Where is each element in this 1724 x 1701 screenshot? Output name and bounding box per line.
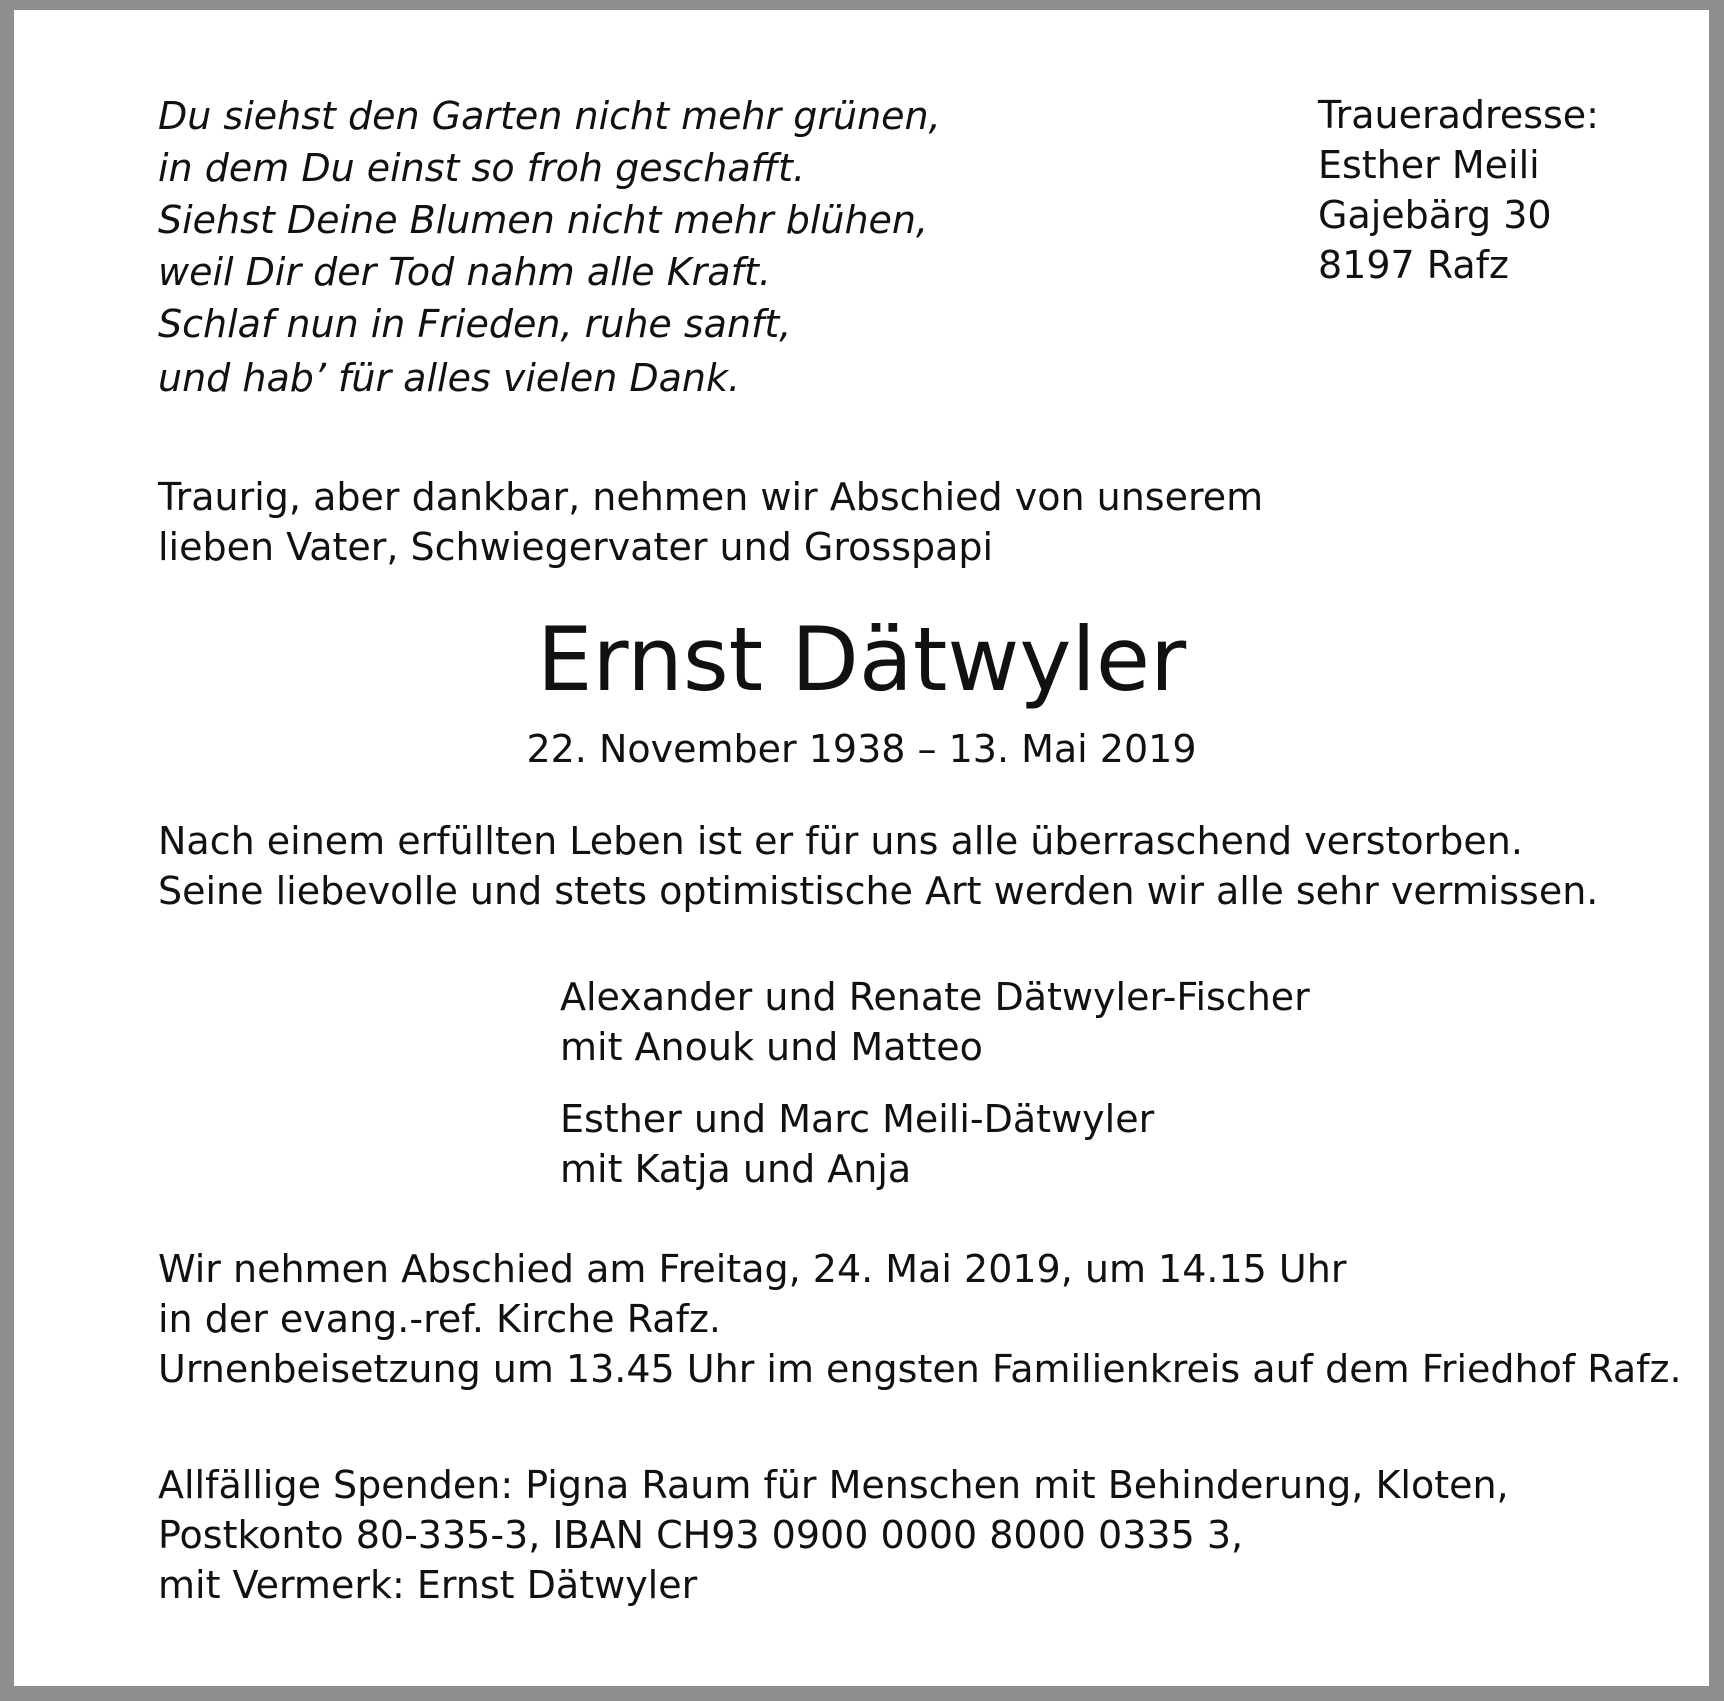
- poem-line: Schlaf nun in Frieden, ruhe sanft,: [158, 302, 792, 346]
- poem-line: Siehst Deine Blumen nicht mehr blühen,: [158, 198, 929, 242]
- family-group: [560, 1094, 1154, 1194]
- family-group: [560, 972, 1310, 1072]
- poem-line: weil Dir der Tod nahm alle Kraft.: [158, 250, 771, 294]
- memorial-poem: [158, 90, 1058, 404]
- family-children: mit Katja und Anja: [560, 1147, 912, 1191]
- farewell-line: Nach einem erfüllten Leben ist er für uns alle überraschend verstorben.: [158, 819, 1523, 863]
- ceremony-info: [158, 1244, 1682, 1394]
- family-names: Alexander und Renate Dätwyler-Fischer: [560, 975, 1310, 1019]
- ceremony-line: Urnenbeisetzung um 13.45 Uhr im engsten Familienkreis auf dem Friedhof Rafz.: [158, 1347, 1682, 1391]
- intro-line: Traurig, aber dankbar, nehmen wir Abschied von unserem: [158, 475, 1264, 519]
- ceremony-line: in der evang.-ref. Kirche Rafz.: [158, 1297, 721, 1341]
- mourning-address: [1318, 90, 1599, 290]
- donation-line: Allfällige Spenden: Pigna Raum für Menschen mit Behinderung, Kloten,: [158, 1463, 1509, 1507]
- intro-line: lieben Vater, Schwiegervater und Grosspapi: [158, 525, 994, 569]
- donation-info: [158, 1460, 1509, 1610]
- poem-line: in dem Du einst so froh geschafft.: [158, 146, 806, 190]
- obituary-notice: [14, 10, 1709, 1686]
- farewell-line: Seine liebevolle und stets optimistische Art werden wir alle sehr vermissen.: [158, 869, 1599, 913]
- ceremony-line: Wir nehmen Abschied am Freitag, 24. Mai 2019, um 14.15 Uhr: [158, 1247, 1347, 1291]
- address-city: 8197 Rafz: [1318, 243, 1509, 287]
- farewell-text: [158, 816, 1598, 916]
- intro-text: [158, 472, 1263, 572]
- family-names: Esther und Marc Meili-Dätwyler: [560, 1097, 1155, 1141]
- address-label: Traueradresse:: [1318, 93, 1599, 137]
- deceased-name: Ernst Dätwyler: [536, 608, 1187, 711]
- poem-line: und hab’ für alles vielen Dank.: [158, 356, 741, 400]
- address-name: Esther Meili: [1318, 143, 1540, 187]
- poem-line: Du siehst den Garten nicht mehr grünen,: [158, 94, 941, 138]
- address-street: Gajebärg 30: [1318, 193, 1552, 237]
- life-dates: 22. November 1938 – 13. Mai 2019: [526, 727, 1197, 771]
- donation-line: mit Vermerk: Ernst Dätwyler: [158, 1563, 698, 1607]
- donation-line: Postkonto 80-335-3, IBAN CH93 0900 0000 8000 0335 3,: [158, 1513, 1244, 1557]
- family-children: mit Anouk und Matteo: [560, 1025, 983, 1069]
